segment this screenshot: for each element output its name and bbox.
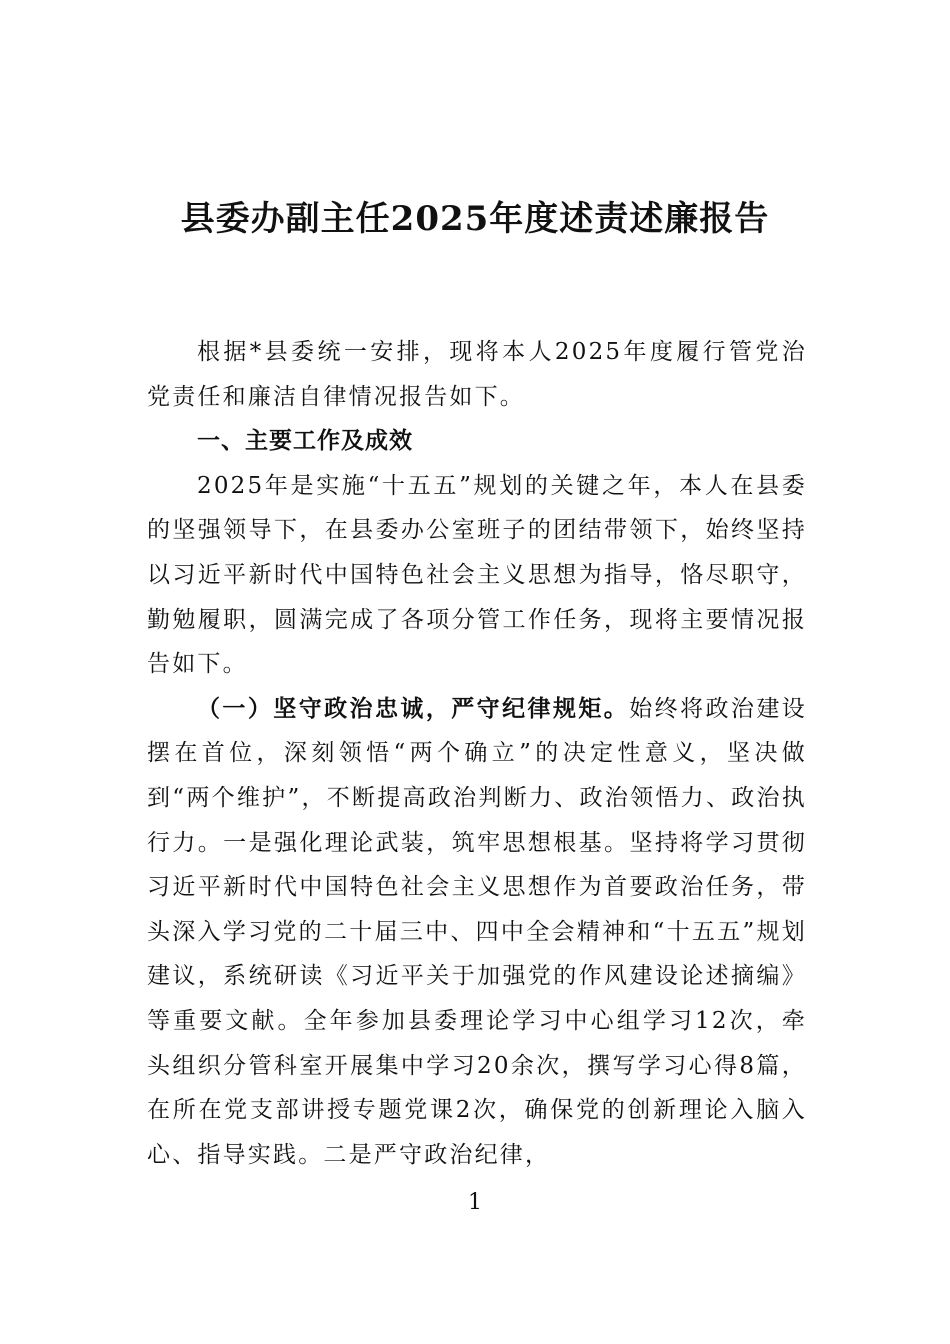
section-heading: 一、主要工作及成效 xyxy=(197,428,413,455)
subsection-text: 始终将政治建设摆在首位，深刻领悟“两个确立”的决定性意义，坚决做到“两个维护”，不断提高政治判断力、政治领悟力、政治执行力。一是强化理论武装，筑牢思想根基。坚持将学习贯彻习近平新时代中国特色社会主义思想作为首要政治任务，带头深入学习党的二十届三中、四中全会精神和“十五五”规划建议，系统研读《习近平关于加强党的作风建设论述摘编》等重要文献。全年参加县委理论学习中心组学习12次，牵头组织分管科室开展集中学习20余次，撰写学习心得8篇，在所在党支部讲授专题党课2次，确保党的创新理论入脑入心、指导实践。二是严守政治纪律， xyxy=(147,695,807,1168)
page-number: 1 xyxy=(468,1190,482,1215)
document-title: 县委办副主任2025年度述责述廉报告 xyxy=(180,199,770,239)
intro-paragraph: 根据*县委统一安排，现将本人2025年度履行管党治党责任和廉洁自律情况报告如下。 xyxy=(147,339,807,410)
subsection-heading: （一）坚守政治忠诚，严守纪律规矩。 xyxy=(197,694,630,722)
document-body xyxy=(147,330,807,1177)
section-paragraph: 2025年是实施“十五五”规划的关键之年，本人在县委的坚强领导下，在县委办公室班子的团结带领下，始终坚持以习近平新时代中国特色社会主义思想为指导，恪尽职守，勤勉履职，圆满完成了各项分管工作任务，现将主要情况报告如下。 xyxy=(147,472,807,678)
subsection-paragraph xyxy=(147,687,807,1178)
